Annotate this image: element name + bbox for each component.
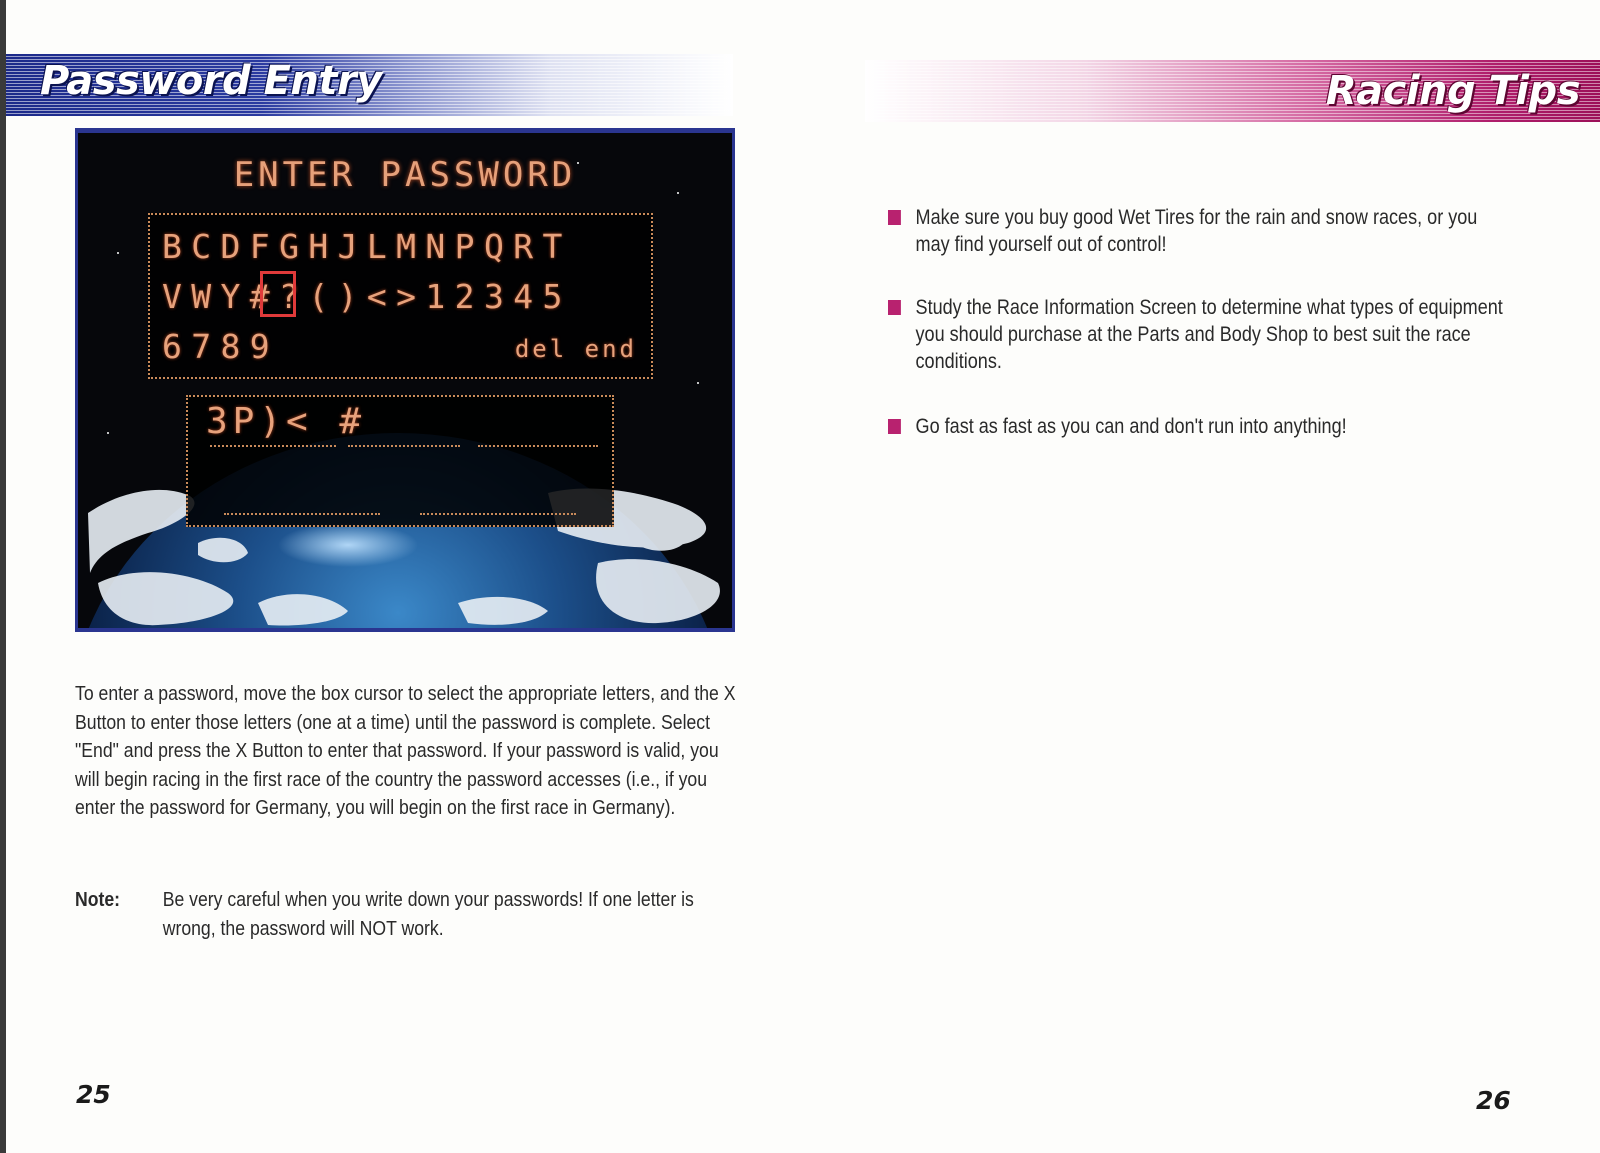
- password-instructions: To enter a password, move the box cursor to select the appropriate letters, and the X Button to enter those letters (one at a time) until the password is complete. Select "End" and press the X Button to enter that password. If your password is valid, you will begin racing in the first race of the country the password accesses (i.e., if you enter the password for Germany, you will begin on the first race in Germany).: [75, 682, 736, 819]
- char-row-3: 6789: [162, 327, 280, 366]
- section-title: Password Entry: [40, 58, 382, 104]
- tip-item: [888, 204, 1507, 258]
- enter-password-title: ENTER PASSWORD: [233, 155, 577, 195]
- square-bullet-icon: [888, 419, 901, 434]
- note-text: Be very careful when you write down your passwords! If one letter is wrong, the password will NOT work.: [162, 888, 694, 940]
- password-slot: [348, 445, 460, 447]
- password-entry-field: [186, 395, 614, 527]
- page-right: [800, 0, 1600, 1153]
- earth-image: [78, 133, 732, 628]
- section-title: Racing Tips: [1325, 68, 1580, 114]
- note-label: Note:: [75, 888, 121, 911]
- password-slot: [210, 445, 336, 447]
- section-header-racing-tips: [865, 60, 1600, 122]
- racing-tips-list: [888, 204, 1588, 440]
- tip-item: [888, 294, 1507, 375]
- section-header-password-entry: [6, 54, 733, 116]
- page-left: [6, 0, 800, 1153]
- char-row-1: BCDFGHJLMNPQRT: [162, 227, 572, 266]
- tip-item: [888, 413, 1507, 440]
- password-screen-screenshot: [75, 128, 735, 632]
- tip-text: Make sure you buy good Wet Tires for the rain and snow races, or you may find yourself out of control!: [915, 206, 1478, 256]
- entered-password: 3P)< #: [206, 401, 367, 442]
- password-slot: [224, 513, 380, 515]
- del-end-options: del end: [514, 335, 637, 363]
- character-grid: [148, 213, 653, 379]
- tip-text: Study the Race Information Screen to determine what types of equipment you should purchase at the Parts and Body Shop to best suit the race conditions.: [915, 296, 1503, 373]
- box-cursor: [260, 271, 296, 317]
- page-number-left: 25: [76, 1080, 111, 1109]
- password-slot: [420, 513, 576, 515]
- char-row-2: VWY#?()<>12345: [162, 277, 572, 316]
- password-slot: [478, 445, 598, 447]
- tip-text: Go fast as fast as you can and don't run into anything!: [915, 415, 1347, 438]
- page-number-right: 26: [1476, 1086, 1511, 1115]
- square-bullet-icon: [888, 300, 901, 315]
- square-bullet-icon: [888, 210, 901, 225]
